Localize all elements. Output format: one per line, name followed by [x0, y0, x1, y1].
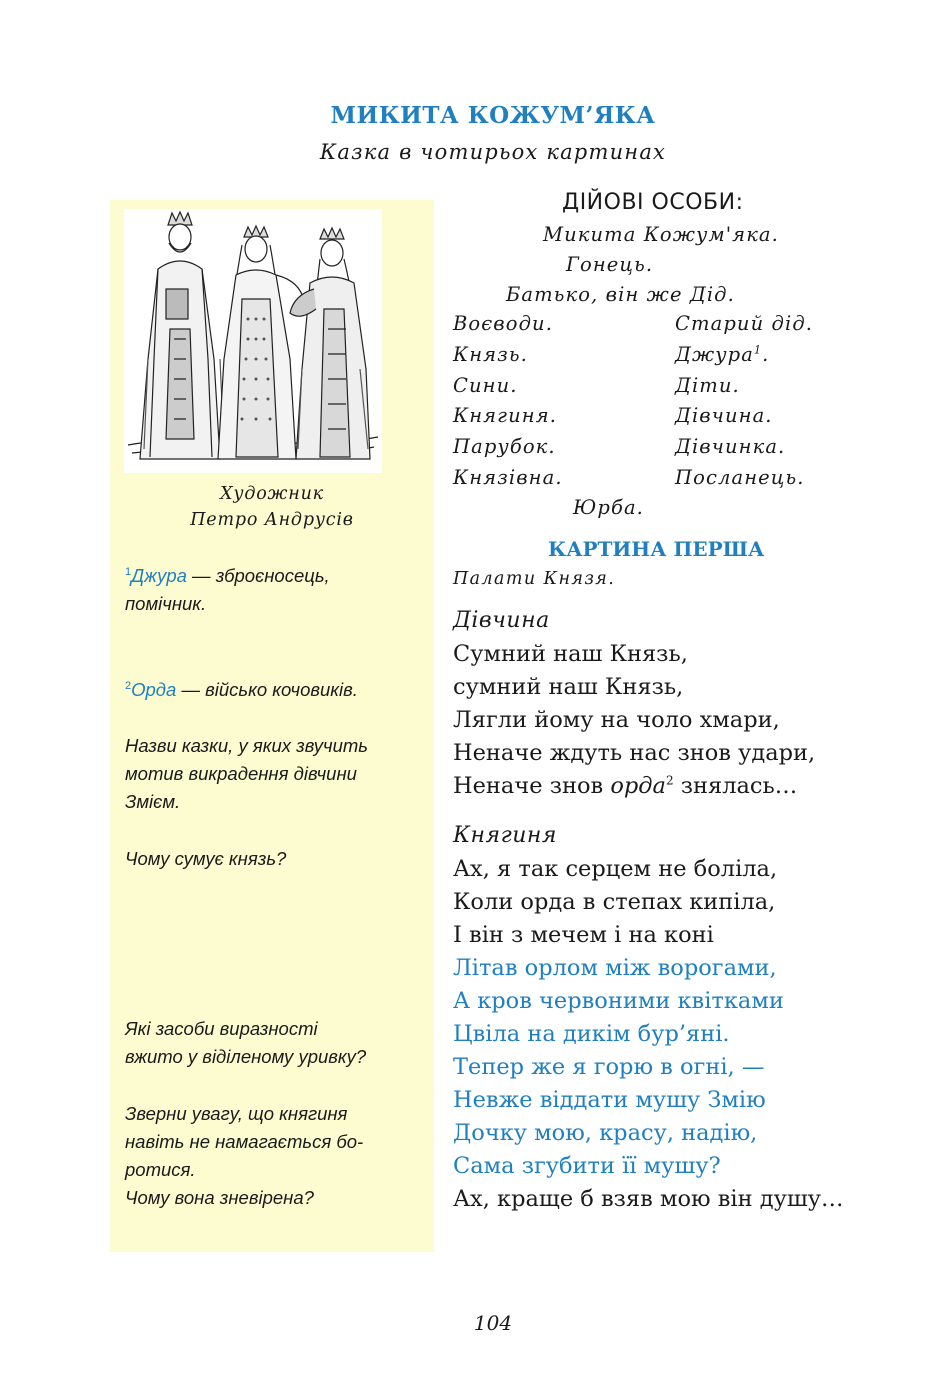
verse-line: Ах, я так серцем не боліла, [453, 856, 778, 882]
question-3-line: вжито у віділеному уривку? [125, 1046, 367, 1067]
cast-member: Микита Кожум'яка. [543, 223, 779, 246]
cast-member: Батько, він же Дід. [506, 283, 735, 306]
sidebar-panel [110, 200, 434, 1252]
question-2-line: Чому сумує князь? [125, 848, 287, 869]
cast-member: Воєводи. [453, 312, 553, 335]
cast-member: Князівна. [453, 466, 563, 489]
verse-text: Неначе знов [453, 773, 611, 799]
question-3 [125, 1015, 425, 1071]
footnote-1-definition-2: помічник. [125, 593, 207, 614]
verse-line-highlighted: Тепер же я горю в огні, — [453, 1054, 765, 1080]
footnote-ref: 1 [753, 343, 763, 357]
question-4-line: навіть не намагається бо- [125, 1131, 364, 1152]
cast-member: Княгиня. [453, 404, 558, 427]
question-4-line: Зверни увагу, що княгиня [125, 1103, 348, 1124]
verse-line: Неначе ждуть нас знов удари, [453, 740, 816, 766]
cast-member-with-footnote [675, 343, 769, 366]
cast-member: Старий дід. [675, 312, 814, 335]
verse-line: Ах, краще б взяв мою він душу… [453, 1186, 844, 1212]
footnote-2-separator: — [176, 679, 206, 700]
footnote-1-term: Джура [131, 565, 187, 586]
speaker-name: Дівчина [453, 608, 550, 633]
footnote-2-number: 2 [125, 679, 132, 692]
verse-line-highlighted: А кров червоними квітками [453, 988, 784, 1014]
footnote-2 [125, 676, 425, 704]
question-2 [125, 845, 425, 873]
footnote-1-definition: зброєносець, [215, 565, 330, 586]
cast-member: Сини. [453, 374, 518, 397]
verse-line: І він з мечем і на коні [453, 922, 714, 948]
cast-member: Князь. [453, 343, 528, 366]
credit-line-artist: Художник [220, 484, 324, 504]
cast-member: Посланець. [675, 466, 805, 489]
verse-text: знялась… [673, 773, 798, 799]
cast-member: Парубок. [453, 435, 556, 458]
verse-line-highlighted: Невже віддати мушу Змію [453, 1087, 766, 1113]
footnote-1 [125, 562, 425, 618]
footnote-1-separator: — [186, 565, 216, 586]
verse-line-highlighted: Сама згубити її мушу? [453, 1153, 721, 1179]
question-1-line: мотив викрадення дівчини [125, 763, 357, 784]
cast-member: Дівчинка. [675, 435, 786, 458]
illustration-image [124, 209, 382, 473]
footnote-1-number: 1 [125, 565, 132, 578]
question-1 [125, 732, 425, 816]
verse-line-highlighted: Дочку мою, красу, надію, [453, 1120, 758, 1146]
footnote-ref: 2 [665, 773, 674, 788]
verse-line: Сумний наш Князь, [453, 641, 688, 667]
speaker-name: Княгиня [453, 823, 557, 848]
verse-line-highlighted: Цвіла на дикім бур’яні. [453, 1021, 730, 1047]
scene-title: КАРТИНА ПЕРША [548, 537, 765, 561]
cast-member-name: Джура [675, 343, 754, 366]
question-4-line: Чому вона зневірена? [125, 1187, 314, 1208]
page-number: 104 [473, 1311, 513, 1335]
verse-line-highlighted: Літав орлом між ворогами, [453, 955, 777, 981]
question-1-line: Назви казки, у яких звучить [125, 735, 369, 756]
footnote-2-term: Орда [131, 679, 177, 700]
verse-line: Лягли йому на чоло хмари, [453, 707, 780, 733]
verse-line [453, 773, 797, 799]
cast-member: Дівчина. [675, 404, 773, 427]
play-title: МИКИТА КОЖУМ’ЯКА [330, 102, 656, 129]
three-royal-figures-engraving [124, 209, 382, 473]
question-3-line: Які засоби виразності [125, 1018, 318, 1039]
verse-line: Коли орда в степах кипіла, [453, 889, 776, 915]
cast-member-period: . [762, 343, 770, 366]
cast-member: Гонець. [566, 253, 654, 276]
footnote-2-definition: військо кочовиків. [205, 679, 358, 700]
question-4-line: ротися. [125, 1159, 196, 1180]
play-subtitle: Казка в чотирьох картинах [319, 140, 667, 164]
cast-member: Діти. [675, 374, 740, 397]
verse-line: сумний наш Князь, [453, 674, 684, 700]
question-4 [125, 1100, 425, 1212]
credit-line-name: Петро Андрусів [190, 510, 354, 530]
cast-member: Юрба. [573, 496, 644, 519]
verse-term: орда [610, 773, 666, 799]
cast-heading: ДІЙОВІ ОСОБИ: [562, 190, 744, 215]
question-1-line: Змієм. [125, 791, 181, 812]
illustration-credit [110, 481, 434, 533]
scene-place: Палати Князя. [453, 569, 616, 589]
